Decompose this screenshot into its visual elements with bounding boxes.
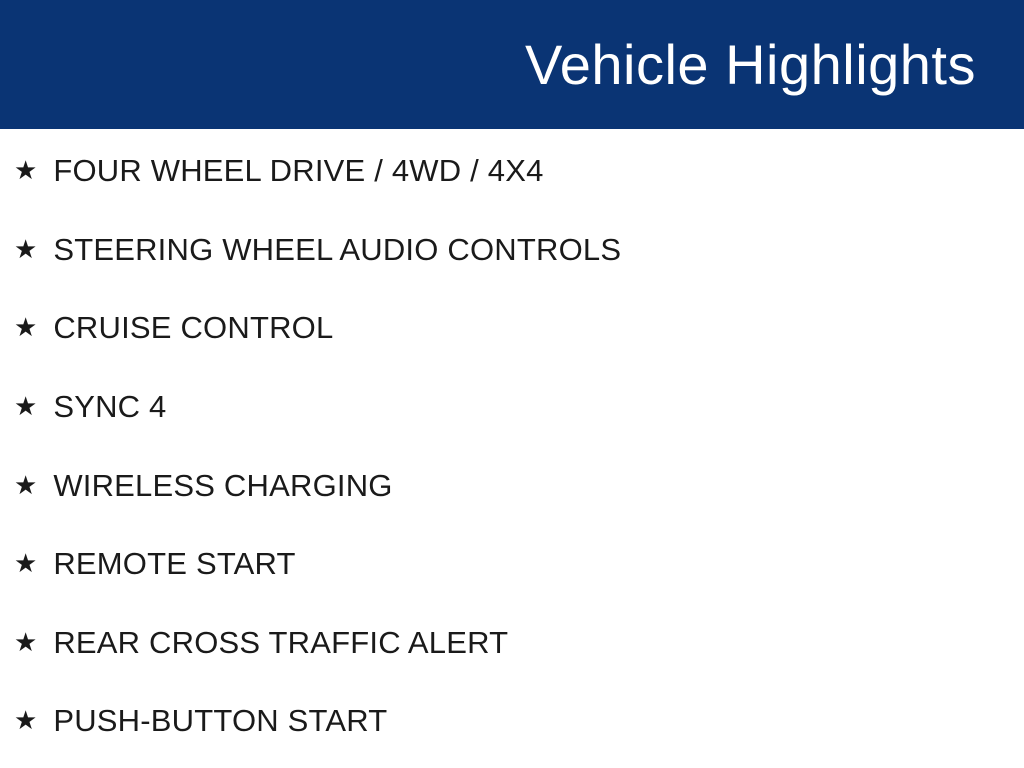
star-bullet-icon: ★: [14, 156, 38, 187]
highlight-item: [0, 682, 1024, 761]
highlight-label: STEERING WHEEL AUDIO CONTROLS: [53, 231, 622, 267]
highlight-label: SYNC 4: [53, 389, 167, 425]
star-bullet-icon: ★: [14, 470, 38, 501]
highlight-item: [0, 446, 1024, 525]
highlight-item: [0, 132, 1024, 211]
star-bullet-icon: ★: [14, 313, 38, 344]
highlight-label: REMOTE START: [53, 546, 296, 582]
highlight-item: [0, 525, 1024, 604]
highlight-item: [0, 368, 1024, 447]
star-bullet-icon: ★: [14, 234, 38, 265]
header-band: [0, 0, 1024, 129]
highlight-item: [0, 211, 1024, 290]
highlight-label: REAR CROSS TRAFFIC ALERT: [53, 624, 509, 660]
highlight-item: [0, 289, 1024, 368]
highlights-list: [0, 132, 1024, 761]
star-bullet-icon: ★: [14, 392, 38, 423]
highlight-label: WIRELESS CHARGING: [53, 467, 393, 503]
highlights-section: [0, 129, 1024, 761]
highlight-label: PUSH-BUTTON START: [53, 703, 388, 739]
slide-title: Vehicle Highlights: [524, 33, 976, 96]
star-bullet-icon: ★: [14, 627, 38, 658]
highlight-label: FOUR WHEEL DRIVE / 4WD / 4X4: [53, 153, 544, 189]
star-bullet-icon: ★: [14, 706, 38, 737]
star-bullet-icon: ★: [14, 549, 38, 580]
highlight-item: [0, 604, 1024, 683]
highlight-label: CRUISE CONTROL: [53, 310, 334, 346]
